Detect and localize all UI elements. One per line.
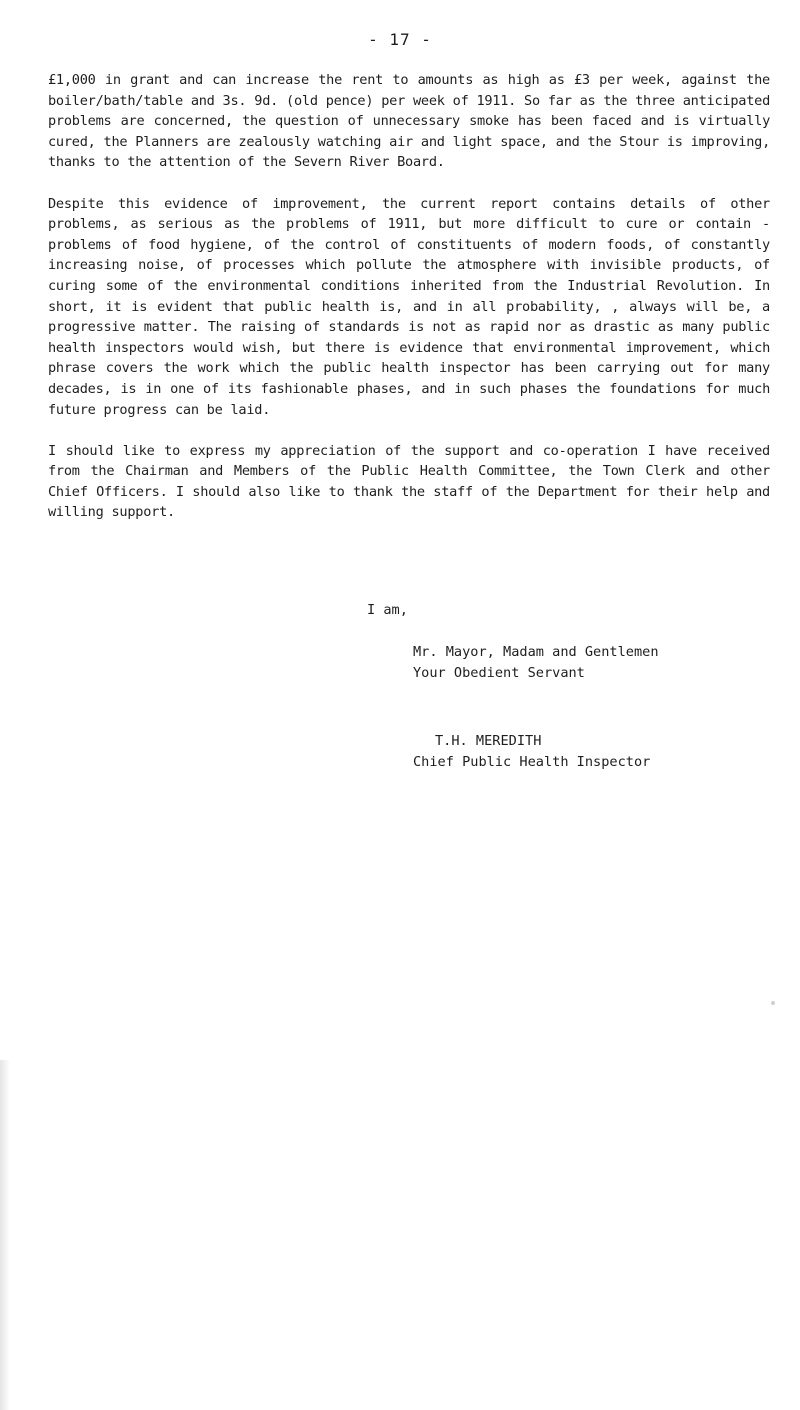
signatory-title: Chief Public Health Inspector	[413, 754, 651, 770]
closing-salutation: Mr. Mayor, Madam and Gentlemen	[413, 644, 659, 660]
page-number: - 17 -	[368, 30, 432, 49]
scan-edge-shadow	[0, 1060, 10, 1410]
scan-speck	[771, 1001, 775, 1005]
closing-servant: Your Obedient Servant	[413, 665, 585, 681]
signatory-name: T.H. MEREDITH	[435, 733, 542, 749]
paragraph-current-problems: Despite this evidence of improvement, the current report contains details of other problems, as serious as the problems of 1911, but more difficult to cure or contain - problems of food hygiene, of the control of constituents of modern foods, of constantly increasing noise, of processes which pollute the atmosphere with invisible products, of curing some of the environmental conditions inherited from the Industrial Revolution. In short, it is evident that public health is, and in all probability, , always will be, a progressive matter. The raising of standards is not as rapid nor as drastic as many public health inspectors would wish, but there is evidence that environmental improvement, which phrase covers the work which the public health inspector has been carrying out for many decades, is in one of its fashionable phases, and in such phases the foundations for much future progress can be laid.	[48, 195, 770, 418]
paragraph-appreciation: I should like to express my appreciation of the support and co-operation I have received from the Chairman and Members of the Public Health Committee, the Town Clerk and other Chief Officers. I should also like to thank the staff of the Department for their help and willing support.	[48, 442, 770, 521]
report-body	[48, 70, 770, 544]
closing-i-am: I am,	[367, 602, 408, 618]
paragraph-rent-and-anticipated-problems: £1,000 in grant and can increase the rent to amounts as high as £3 per week, against the boiler/bath/table and 3s. 9d. (old pence) per week of 1911. So far as the three anticipated problems are concerned, the question of unnecessary smoke has been faced and is virtually cured, the Planners are zealously watching air and light space, and the Stour is improving, thanks to the attention of the Severn River Board.	[48, 72, 771, 171]
